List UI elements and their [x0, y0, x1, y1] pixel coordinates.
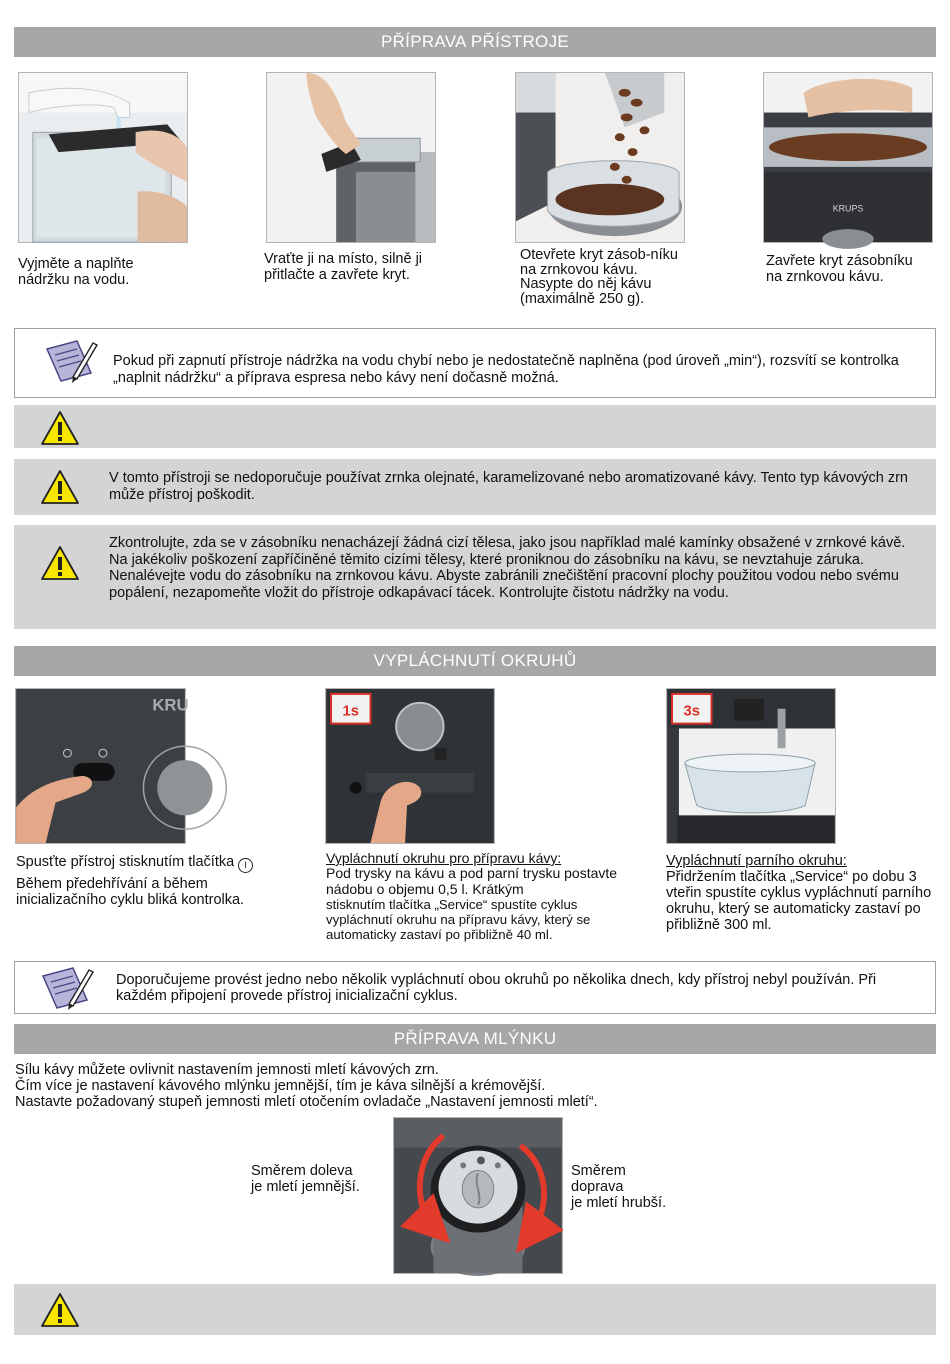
warning-text-foreign-objects: Zkontrolujte, zda se v zásobníku nenacházejí žádná cizí tělesa, jako jsou například malé kamínky obsažené v zrnkové kávě. Na jakékoliv poškození zapříčiněné těmito cizími tělesy, které proniknou do zásobníku na kávu, se nevztahuje záruka. Nenalévejte vodu do zásobníku na zrnkovou kávu. Abyste zabránili znečištění pracovní plochy použitou vodou nebo svému popálení, nezapomeňte vložit do přístroje odkapávací tácek. Kontrolujte čistotu nádržky na vodu. [109, 535, 906, 601]
power-icon: I [238, 858, 253, 873]
note-text-rinse: Doporučujeme provést jedno nebo několik vypláchnutí obou okruhů po několika dnech, kdy přístroj nebyl používán. Při každém připojení provede přístroj inicializační cyklus. [116, 972, 877, 1004]
photo-fill-water-tank [18, 72, 188, 243]
grinder-right-line3: je mletí hrubší. [571, 1195, 667, 1211]
warning-icon [40, 1292, 80, 1328]
photo-close-lid [763, 72, 933, 243]
photo-steam-rinse [666, 688, 836, 844]
grinder-left-line1: Směrem doleva [251, 1163, 353, 1179]
grinder-right-line2: doprava [571, 1179, 624, 1195]
caption-step-2: Vraťte ji na místo, silně ji přitlačte a zavřete kryt. [264, 251, 423, 283]
caption-power-on [16, 854, 301, 908]
section-header-preparation: PŘÍPRAVA PŘÍSTROJE [14, 27, 936, 57]
section-header-rinse: VYPLÁCHNUTÍ OKRUHŮ [14, 646, 936, 676]
caption-power-on-line1: Spusťte přístroj stisknutím tlačítka [16, 854, 235, 870]
badge-3s: 3s [683, 703, 701, 720]
caption-rinse-coffee-heading: Vypláchnutí okruhu pro přípravu kávy: [326, 850, 562, 866]
badge-1s: 1s [342, 703, 360, 720]
warning-icon [40, 545, 80, 581]
grinder-paragraph-2: Čím více je nastavení kávového mlýnku jemnější, tím je káva silnější a krémovější. [15, 1078, 546, 1094]
warning-box-oily-beans [14, 459, 936, 515]
photo-service-button-short [325, 688, 495, 844]
note-box-rinse [14, 961, 936, 1014]
caption-rinse-steam [666, 853, 938, 933]
caption-power-on-line2: Během předehřívání a během inicializačního cyklu bliká kontrolka. [16, 876, 245, 908]
grinder-right-line1: Směrem [571, 1163, 626, 1179]
grinder-left-line2: je mletí jemnější. [251, 1179, 360, 1195]
grinder-paragraph-1: Sílu kávy můžete ovlivnit nastavením jemnosti mletí kávových zrn. [15, 1062, 439, 1078]
grinder-right-label [571, 1163, 711, 1211]
warning-box-empty [14, 405, 936, 448]
caption-rinse-coffee-body2: stisknutím tlačítka „Service“ spustíte cyklus vypláchnutí okruhu na přípravu kávy, který se automaticky zastaví po přibližně 40 ml. [326, 897, 591, 942]
grinder-left-label [251, 1163, 391, 1195]
caption-rinse-steam-heading: Vypláchnutí parního okruhu: [666, 853, 847, 869]
caption-rinse-coffee [326, 851, 646, 942]
krups-logo-partial: KRU [152, 695, 189, 715]
krups-logo: KRUPS [832, 203, 864, 214]
caption-step-4: Zavřete kryt zásobníku na zrnkovou kávu. [766, 253, 913, 285]
photo-power-on [15, 688, 189, 844]
photo-pour-coffee-beans [515, 72, 685, 243]
warning-icon [40, 410, 80, 446]
grinder-paragraph-3: Nastavte požadovaný stupeň jemnosti mletí otočením ovladače „Nastavení jemnosti mletí“. [15, 1094, 598, 1110]
photo-reinsert-tank [266, 72, 436, 243]
note-icon [39, 964, 95, 1012]
section-header-grinder: PŘÍPRAVA MLÝNKU [14, 1024, 936, 1054]
caption-rinse-steam-body: Přidržením tlačítka „Service“ po dobu 3 vteřin spustíte cyklus vypláchnutí parního okruhu, který se automaticky zastaví po přibližně 300 ml. [666, 869, 932, 933]
note-icon [43, 337, 99, 385]
warning-icon [40, 469, 80, 505]
caption-rinse-coffee-body1: Pod trysky na kávu a pod parní trysku postavte nádobu o objemu 0,5 l. Krátkým [326, 865, 618, 897]
warning-box-bottom [14, 1284, 936, 1335]
note-text-water-tank: Pokud při zapnutí přístroje nádržka na vodu chybí nebo je nedostatečně naplněna (pod úroveň „min“), rozsvítí se kontrolka „naplnit nádržku“ a příprava espresa nebo kávy není dočasně možná. [113, 353, 899, 386]
caption-step-3: Otevřete kryt zásob-níku na zrnkovou kávu. Nasypte do něj kávu (maximálně 250 g). [520, 247, 678, 307]
warning-box-foreign-objects [14, 525, 936, 629]
photo-grind-dial [393, 1117, 563, 1274]
note-box-water-tank [14, 328, 936, 398]
caption-step-1: Vyjměte a naplňte nádržku na vodu. [18, 256, 134, 288]
warning-text-oily-beans: V tomto přístroji se nedoporučuje používat zrnka olejnaté, karamelizované nebo aromatizované kávy. Tento typ kávových zrn může přístroj poškodit. [109, 470, 909, 503]
